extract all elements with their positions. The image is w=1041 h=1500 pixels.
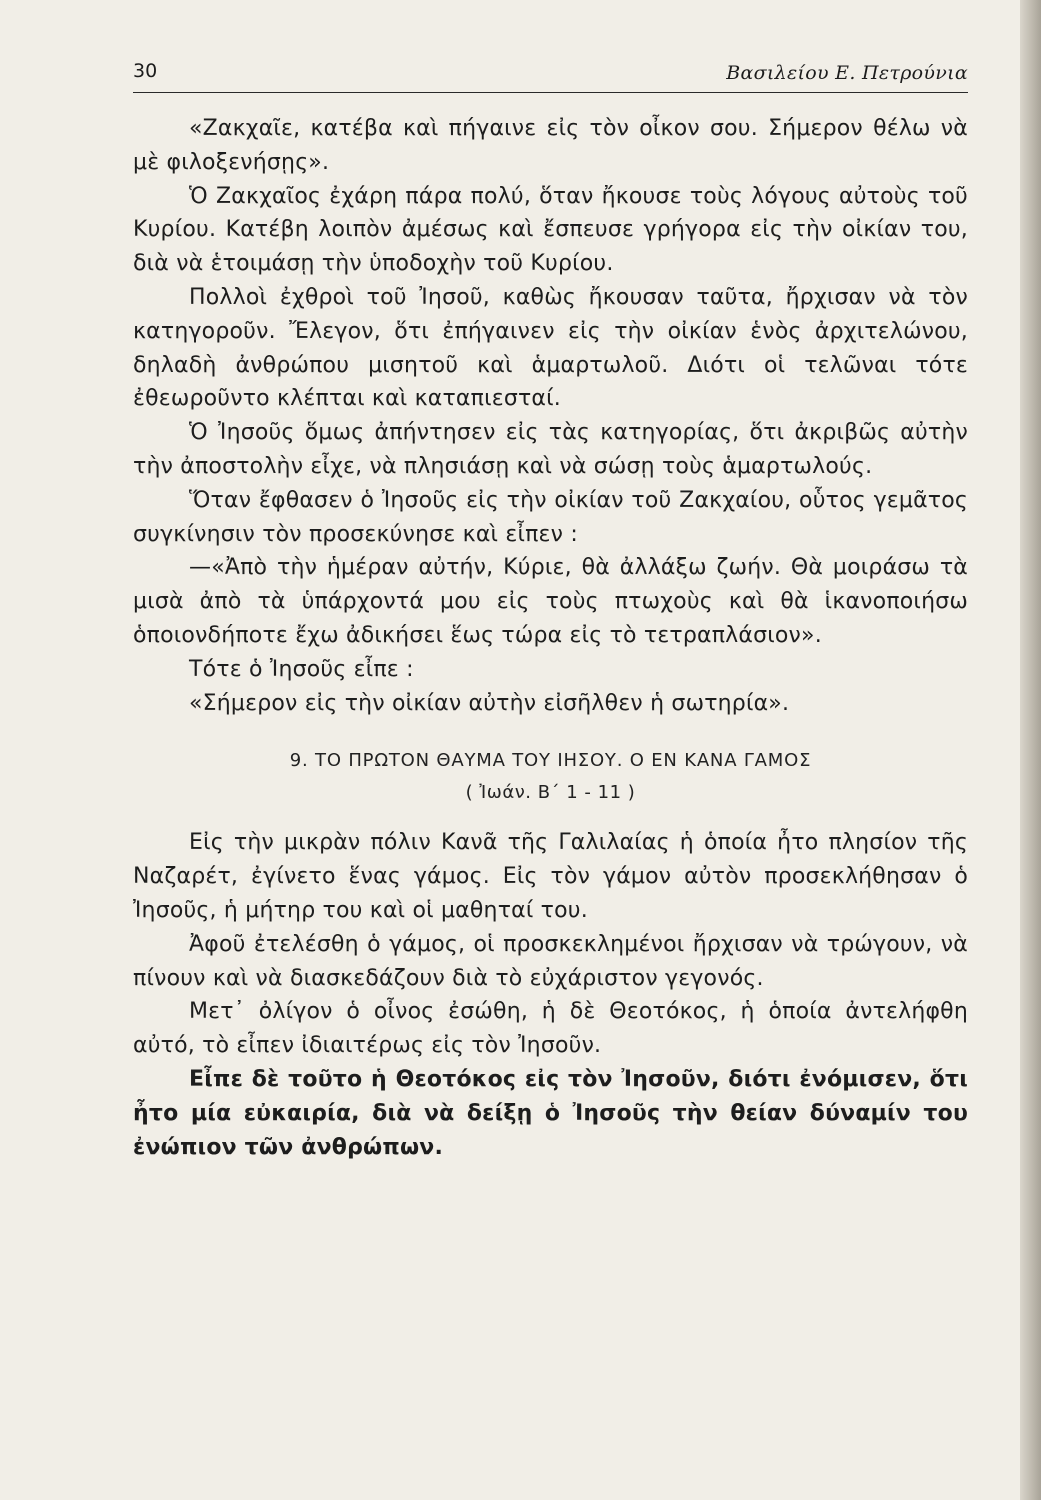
- section-reference: ( Ἰωάν. Β΄ 1 - 11 ): [465, 782, 636, 804]
- paragraph-3: Πολλοὶ ἐχθροὶ τοῦ Ἰησοῦ, καθὼς ἤκουσαν ταῦτα, ἤρχισαν νὰ τὸν κατηγοροῦν. Ἔλεγον, ὅτι ἐπήγαινεν εἰς τὴν οἰκίαν ἑνὸς ἀρχιτελώνου, δηλαδὴ ἀνθρώπου μισητοῦ καὶ ἁμαρτωλοῦ. Διότι οἱ τελῶναι τότε ἐθεωροῦντο κλέπται καὶ καταπιεσταί.: [133, 284, 968, 412]
- page-header: [133, 58, 968, 93]
- paragraph-5: Ὅταν ἔφθασεν ὁ Ἰησοῦς εἰς τὴν οἰκίαν τοῦ Ζακχαίου, οὗτος γεμᾶτος συγκίνησιν τὸν προσεκύνησε καὶ εἶπεν :: [133, 487, 968, 547]
- paragraph-7: Τότε ὁ Ἰησοῦς εἶπε :: [189, 656, 414, 682]
- body-text: [133, 112, 968, 1164]
- paragraph-4: Ὁ Ἰησοῦς ὅμως ἀπήντησεν εἰς τὰς κατηγορίας, ὅτι ἀκριβῶς αὐτὴν τὴν ἀποστολὴν εἶχε, νὰ πλησιάσῃ καὶ νὰ σώσῃ τοὺς ἁμαρτωλούς.: [133, 420, 968, 479]
- page-number: 30: [133, 60, 158, 82]
- paragraph-1: «Ζακχαῖε, κατέβα καὶ πήγαινε εἰς τὸν οἶκον σου. Σήμερον θέλω νὰ μὲ φιλοξενήσῃς».: [133, 116, 968, 175]
- paragraph-9: Εἰς τὴν μικρὰν πόλιν Κανᾶ τῆς Γαλιλαίας ἡ ὁποία ἦτο πλησίον τῆς Ναζαρέτ, ἐγίνετο ἕνας γάμος. Εἰς τὸν γάμον αὐτὸν προσεκλήθησαν ὁ Ἰησοῦς, ἡ μήτηρ του καὶ οἱ μαθηταί του.: [133, 830, 968, 923]
- bold-paragraph-block: [133, 1063, 968, 1164]
- paragraph-2: Ὁ Ζακχαῖος ἐχάρη πάρα πολύ, ὅταν ἤκουσε τοὺς λόγους αὐτοὺς τοῦ Κυρίου. Κατέβη λοιπὸν ἀμέσως καὶ ἔσπευσε γρήγορα εἰς τὴν οἰκίαν του, διὰ νὰ ἑτοιμάσῃ τὴν ὑποδοχὴν τοῦ Κυρίου.: [133, 183, 968, 277]
- running-head: Βασιλείου Ε. Πετρούνια: [726, 62, 968, 84]
- paragraph-11: Μετ᾽ ὀλίγον ὁ οἶνος ἐσώθη, ἡ δὲ Θεοτόκος, ἡ ὁποία ἀντελήφθη αὐτό, τὸ εἶπεν ἰδιαιτέρως εἰς τὸν Ἰησοῦν.: [133, 999, 968, 1059]
- paragraph-6-quote: —«Ἀπὸ τὴν ἡμέραν αὐτήν, Κύριε, θὰ ἀλλάξω ζωήν. Θὰ μοιράσω τὰ μισὰ ἀπὸ τὰ ὑπάρχοντά μου εἰς τοὺς πτωχοὺς καὶ θὰ ἱκανοποιήσω ὁποιονδήποτε ἔχω ἀδικήσει ἕως τώρα εἰς τὸ τετραπλάσιον».: [133, 555, 968, 648]
- section-title: 9. ΤΟ ΠΡΩΤΟΝ ΘΑΥΜΑ ΤΟΥ ΙΗΣΟΥ. Ο ΕΝ ΚΑΝΑ ΓΑΜΟΣ: [289, 750, 812, 772]
- paragraph-8-quote: «Σήμερον εἰς τὴν οἰκίαν αὐτὴν εἰσῆλθεν ἡ σωτηρία».: [189, 690, 790, 716]
- page-binding-edge: [1020, 0, 1041, 1500]
- paragraph-10: Ἀφοῦ ἐτελέσθη ὁ γάμος, οἱ προσκεκλημένοι ἤρχισαν νὰ τρώγουν, νὰ πίνουν καὶ νὰ διασκεδάζουν διὰ τὸ εὐχάριστον γεγονός.: [133, 931, 968, 991]
- paragraph-12-bold: Εἶπε δὲ τοῦτο ἡ Θεοτόκος εἰς τὸν Ἰησοῦν, διότι ἐνόμισεν, ὅτι ἦτο μία εὐκαιρία, διὰ νὰ δείξῃ ὁ Ἰησοῦς τὴν θείαν δύναμίν του ἐνώπιον τῶν ἀνθρώπων.: [133, 1066, 968, 1160]
